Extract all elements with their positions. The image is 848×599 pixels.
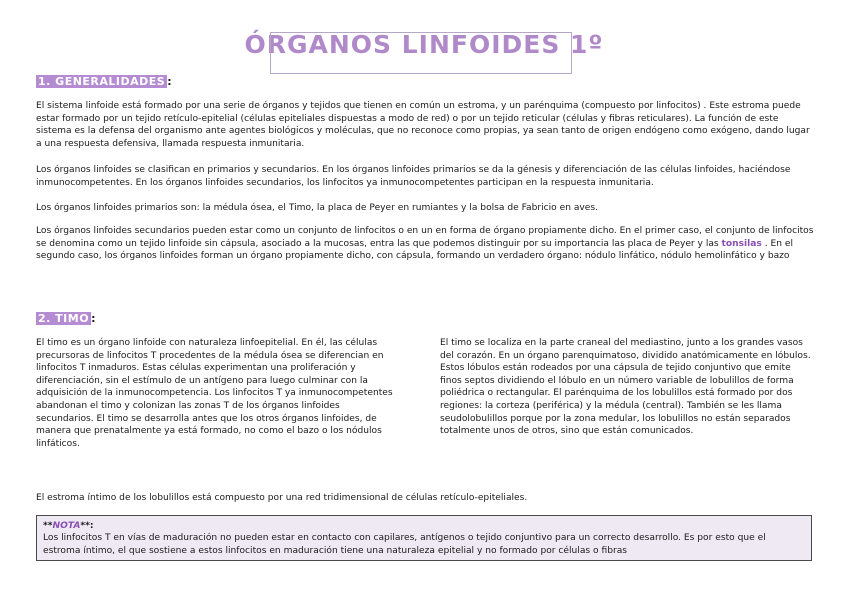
- paragraph-timo-left: El timo es un órgano linfoide con naturaleza linfoepitelial. En él, las células precursoras de linfocitos T procedentes de la médula ósea se diferencian en linfocitos T inmaduros. Estas células experimentan una proliferación y diferenciación, sin el estímulo de un antígeno para luego culminar con la adquisición de la inmunocompetencia. Los linfocitos T ya inmunocompetentes abandonan el timo y colonizan las zonas T de los órganos linfoides secundarios. El timo se desarrolla antes que los otros órganos linfoides, de manera que prenatalmente ya está formado, no como el bazo o los nódulos linfáticos.: [36, 338, 393, 449]
- note-prefix: **: [43, 521, 53, 531]
- section-heading-timo: [36, 312, 95, 325]
- p4-text-b: . En el segundo caso, los órganos linfoides forman un órgano propiamente dicho, con cápsula, formando un verdadero órgano: nódulo linfático, nódulo hemolinfático y bazo: [36, 238, 794, 262]
- title-wrap: [0, 30, 848, 59]
- note-box: [36, 515, 812, 561]
- paragraph-generalidades-4: [36, 225, 816, 263]
- p4-text-a: Los órganos linfoides secundarios pueden estar como un conjunto de linfocitos o en un en forma de órgano propiamente dicho. En el primer caso, el conjunto de linfocitos se denomina como un tejido linfoide sin cápsula, asociado a la mucosas, entra las que podemos distinguir por su importancia las placa de Peyer y las: [36, 226, 814, 249]
- note-word: NOTA: [52, 521, 81, 531]
- tonsilas-term: tonsilas: [721, 238, 762, 249]
- heading-highlight: 2. TIMO: [38, 312, 90, 325]
- paragraph-estroma: El estroma íntimo de los lobulillos está compuesto por una red tridimensional de células retículo-epiteliales.: [36, 493, 528, 503]
- paragraph-generalidades-2: Los órganos linfoides se clasifican en primarios y secundarios. En los órganos linfoides primarios se da la génesis y diferenciación de las células linfoides, haciéndose inmunocompetentes. En los órganos linfoides secundarios, los linfocitos ya inmunocompetentes participan en la respuesta inmunitaria.: [36, 165, 791, 188]
- heading-highlight: 1. GENERALIDADES: [38, 75, 166, 88]
- paragraph-generalidades-3: Los órganos linfoides primarios son: la médula ósea, el Timo, la placa de Peyer en rumiantes y la bolsa de Fabricio en aves.: [36, 203, 599, 213]
- section-heading-generalidades: [36, 75, 172, 88]
- note-suffix: **:: [80, 521, 94, 531]
- heading-colon: :: [167, 75, 172, 88]
- page-title: ÓRGANOS LINFOIDES 1º: [244, 30, 604, 59]
- heading-colon: :: [91, 312, 96, 325]
- note-text: Los linfocitos T en vías de maduración no pueden estar en contacto con capilares, antígenos o tejido conjuntivo para un correcto desarrollo. Es por esto que el estroma íntimo, el que sostiene a estos linfocitos en maduración tiene una naturaleza epitelial y no formado por células o fibras: [43, 533, 766, 556]
- note-label: [43, 521, 94, 531]
- paragraph-timo-right: El timo se localiza en la parte craneal del mediastino, junto a los grandes vasos del corazón. En un órgano parenquimatoso, dividido anatómicamente en lóbulos. Estos lóbulos están rodeados por una cápsula de tejido conjuntivo que emite finos septos dividiendo el lóbulo en un número variable de lobulillos de forma poliédrica o rectangular. El parénquima de los lobulillos está formado por dos regiones: la corteza (periférica) y la médula (central). También se les llama seudolobulillos porque por la zona medular, los lobulillos no están separados totalmente unos de otros, sino que están comunicados.: [440, 338, 811, 437]
- paragraph-generalidades-1: El sistema linfoide está formado por una serie de órganos y tejidos que tienen en común un estroma, y un parénquima (compuesto por linfocitos) . Este estroma puede estar formado por un tejido retículo-epitelial (células epiteliales dispuestas a modo de red) o por un tejido reticular (células y fibras reticulares). La función de este sistema es la defensa del organismo ante agentes biológicos y moléculas, que no reconoce como propias, ya sean tanto de origen endógeno como exógeno, dando lugar a una respuesta defensiva, llamada respuesta inmunitaria.: [36, 101, 810, 149]
